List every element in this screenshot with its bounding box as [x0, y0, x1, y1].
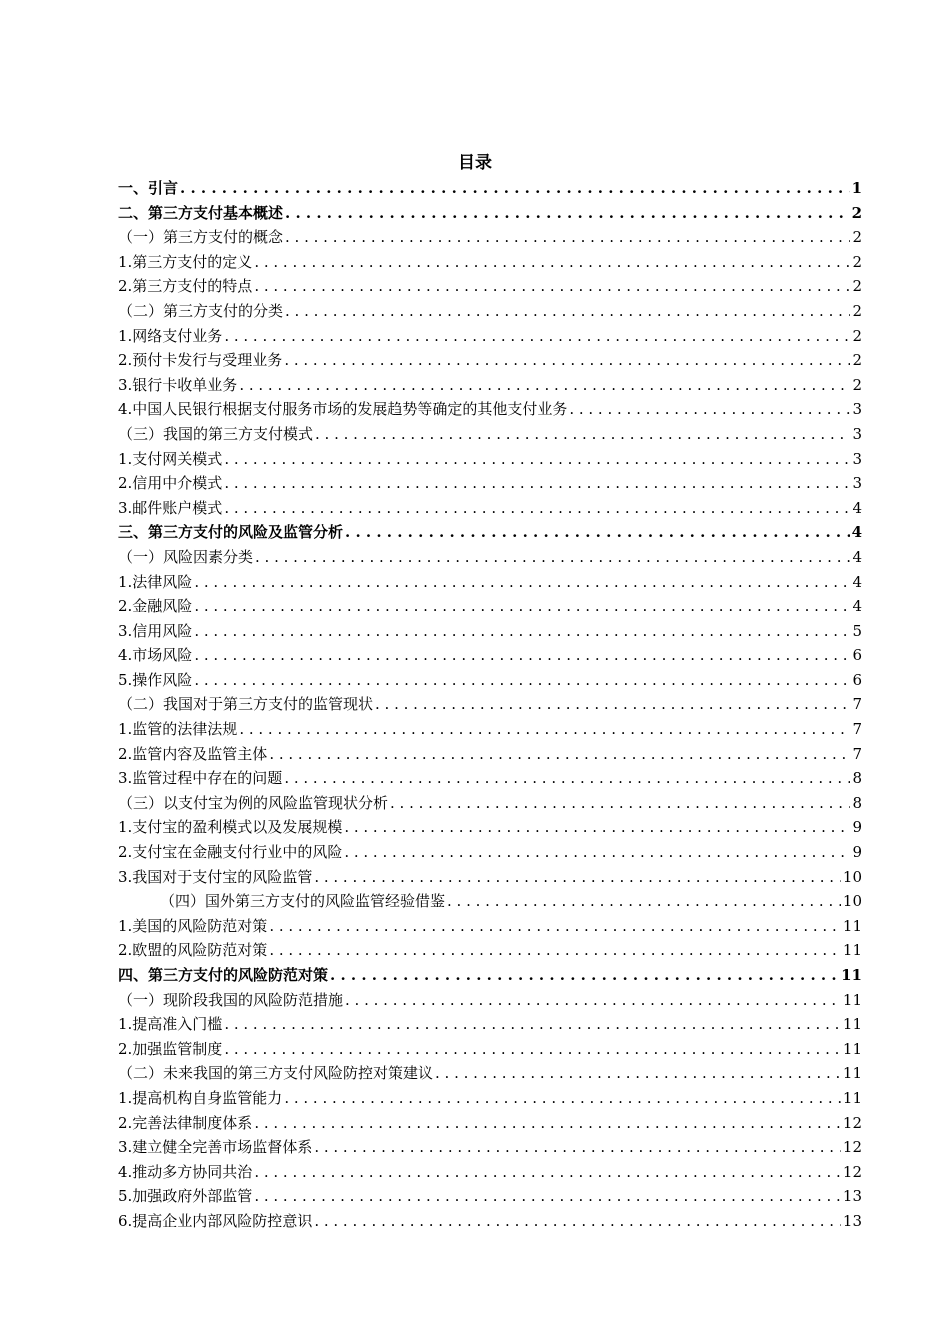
toc-entry-page-number: 4 [852, 572, 862, 591]
toc-entry-title: 3.邮件账户模式 [118, 498, 223, 517]
toc-entry[interactable] [118, 1184, 862, 1209]
toc-entry[interactable] [118, 766, 862, 791]
toc-dot-leader [269, 938, 841, 963]
toc-dot-leader [285, 225, 850, 250]
toc-entry[interactable] [118, 668, 862, 693]
toc-entry-page-number: 13 [842, 1211, 862, 1230]
toc-entry[interactable] [118, 815, 862, 840]
toc-entry-title: 2.监管内容及监管主体 [118, 744, 268, 763]
toc-entry-title: 2.欧盟的风险防范对策 [118, 941, 268, 960]
toc-dot-leader [447, 889, 841, 914]
toc-entry[interactable] [118, 963, 862, 988]
toc-dot-leader [254, 1160, 841, 1185]
toc-entry[interactable] [118, 545, 862, 570]
toc-dot-leader [254, 1111, 841, 1136]
toc-entry-page-number: 11 [842, 1039, 862, 1058]
toc-entry-title: 2.完善法律制度体系 [118, 1113, 253, 1132]
toc-entry[interactable] [118, 225, 862, 250]
toc-entry-title: 2.信用中介模式 [118, 474, 223, 493]
toc-entry[interactable] [118, 889, 862, 914]
toc-entry-title: 1.监管的法律法规 [118, 720, 238, 739]
toc-entry-title: （四）国外第三方支付的风险监管经验借鉴 [160, 892, 446, 911]
toc-entry[interactable] [118, 1111, 862, 1136]
toc-entry[interactable] [118, 1135, 862, 1160]
toc-entry-page-number: 2 [852, 252, 862, 271]
toc-entry[interactable] [118, 274, 862, 299]
toc-entry-page-number: 8 [852, 793, 862, 812]
toc-dot-leader [315, 422, 850, 447]
toc-entry-title: （一）风险因素分类 [118, 547, 254, 566]
toc-entry[interactable] [118, 594, 862, 619]
toc-entry-title: 3.建立健全完善市场监督体系 [118, 1138, 313, 1157]
toc-entry[interactable] [118, 717, 862, 742]
table-of-contents [118, 176, 862, 1234]
toc-entry[interactable] [118, 1012, 862, 1037]
toc-entry[interactable] [118, 791, 862, 816]
toc-entry-page-number: 10 [842, 867, 862, 886]
toc-entry-page-number: 2 [852, 277, 862, 296]
toc-entry-title: 1.支付宝的盈利模式以及发展规模 [118, 818, 343, 837]
toc-entry-title: 一、引言 [118, 179, 179, 197]
toc-entry-title: （二）第三方支付的分类 [118, 301, 284, 320]
toc-entry-title: 5.加强政府外部监管 [118, 1187, 253, 1206]
toc-entry-page-number: 1 [851, 179, 862, 197]
toc-entry-page-number: 2 [852, 375, 862, 394]
toc-entry-page-number: 11 [842, 916, 862, 935]
toc-entry-page-number: 4 [852, 597, 862, 616]
toc-entry[interactable] [118, 988, 862, 1013]
toc-entry-page-number: 11 [842, 1064, 862, 1083]
toc-entry-page-number: 3 [852, 424, 862, 443]
toc-entry-page-number: 12 [842, 1138, 862, 1157]
toc-entry-title: 4.市场风险 [118, 646, 193, 665]
toc-entry[interactable] [118, 938, 862, 963]
toc-entry[interactable] [118, 176, 862, 201]
toc-entry[interactable] [118, 422, 862, 447]
toc-entry-page-number: 11 [842, 941, 862, 960]
toc-entry-page-number: 6 [852, 670, 862, 689]
toc-entry-title: 2.金融风险 [118, 597, 193, 616]
toc-entry-title: 4.推动多方协同共治 [118, 1162, 253, 1181]
toc-dot-leader [224, 324, 850, 349]
toc-entry-title: （一）现阶段我国的风险防范措施 [118, 990, 344, 1009]
toc-entry-page-number: 11 [842, 1015, 862, 1034]
toc-entry-page-number: 2 [852, 301, 862, 320]
toc-entry[interactable] [118, 840, 862, 865]
page-title: 目录 [458, 153, 492, 173]
toc-entry-page-number: 7 [852, 695, 862, 714]
toc-entry-page-number: 6 [852, 646, 862, 665]
toc-entry-title: 2.加强监管制度 [118, 1039, 223, 1058]
toc-entry-title: 1.提高机构自身监管能力 [118, 1088, 283, 1107]
toc-entry[interactable] [118, 496, 862, 521]
toc-dot-leader [314, 1209, 841, 1234]
toc-dot-leader [285, 299, 850, 324]
toc-entry-title: （二）我国对于第三方支付的监管现状 [118, 695, 374, 714]
toc-entry[interactable] [118, 692, 862, 717]
toc-dot-leader [194, 570, 850, 595]
toc-entry-page-number: 8 [852, 769, 862, 788]
toc-entry-page-number: 11 [842, 990, 862, 1009]
toc-entry-title: 3.我国对于支付宝的风险监管 [118, 867, 313, 886]
toc-entry-title: 二、第三方支付基本概述 [118, 203, 284, 222]
toc-entry-title: 1.法律风险 [118, 572, 193, 591]
toc-dot-leader [254, 250, 850, 275]
toc-entry-page-number: 11 [841, 966, 862, 984]
toc-entry[interactable] [118, 1037, 862, 1062]
toc-dot-leader [284, 1086, 841, 1111]
toc-entry-title: 4.中国人民银行根据支付服务市场的发展趋势等确定的其他支付业务 [118, 400, 568, 419]
toc-entry-page-number: 4 [851, 523, 862, 542]
toc-dot-leader [345, 520, 850, 545]
toc-dot-leader [224, 447, 850, 472]
toc-dot-leader [239, 373, 850, 398]
toc-entry[interactable] [118, 1160, 862, 1185]
toc-dot-leader [390, 791, 850, 816]
toc-entry-title: （二）未来我国的第三方支付风险防控对策建议 [118, 1064, 434, 1083]
toc-entry-title: 四、第三方支付的风险防范对策 [118, 966, 329, 984]
toc-entry-title: 6.提高企业内部风险防控意识 [118, 1211, 313, 1230]
toc-entry-title: 3.信用风险 [118, 621, 193, 640]
toc-entry[interactable] [118, 250, 862, 275]
toc-entry-page-number: 2 [852, 228, 862, 247]
toc-dot-leader [435, 1061, 841, 1086]
toc-dot-leader [194, 668, 850, 693]
toc-dot-leader [375, 692, 850, 717]
toc-dot-leader [224, 1037, 841, 1062]
toc-dot-leader [269, 914, 841, 939]
toc-entry-page-number: 2 [852, 351, 862, 370]
toc-dot-leader [314, 1135, 841, 1160]
toc-entry-page-number: 12 [842, 1113, 862, 1132]
toc-entry-title: 1.美国的风险防范对策 [118, 916, 268, 935]
toc-entry-page-number: 7 [852, 744, 862, 763]
toc-entry-title: （一）第三方支付的概念 [118, 228, 284, 247]
toc-entry-page-number: 7 [852, 720, 862, 739]
toc-entry-title: 2.支付宝在金融支付行业中的风险 [118, 843, 343, 862]
toc-dot-leader [344, 840, 850, 865]
toc-dot-leader [254, 1184, 841, 1209]
toc-entry[interactable] [118, 865, 862, 890]
toc-entry[interactable] [118, 348, 862, 373]
toc-entry[interactable] [118, 619, 862, 644]
toc-entry[interactable] [118, 1061, 862, 1086]
toc-entry[interactable] [118, 373, 862, 398]
toc-entry-page-number: 10 [842, 892, 862, 911]
toc-entry-page-number: 12 [842, 1162, 862, 1181]
toc-dot-leader [269, 742, 850, 767]
toc-entry-page-number: 4 [852, 547, 862, 566]
toc-entry-page-number: 4 [852, 498, 862, 517]
toc-entry-page-number: 3 [852, 449, 862, 468]
toc-dot-leader [284, 348, 850, 373]
toc-dot-leader [255, 545, 850, 570]
toc-entry[interactable] [118, 914, 862, 939]
toc-dot-leader [194, 594, 850, 619]
toc-dot-leader [330, 963, 839, 988]
toc-entry[interactable] [118, 643, 862, 668]
toc-dot-leader [194, 643, 850, 668]
toc-entry[interactable] [118, 1209, 862, 1234]
toc-entry-title: 1.支付网关模式 [118, 449, 223, 468]
toc-entry[interactable] [118, 520, 862, 545]
toc-entry-title: （三）以支付宝为例的风险监管现状分析 [118, 793, 389, 812]
toc-entry-page-number: 9 [852, 843, 862, 862]
toc-entry-title: 3.银行卡收单业务 [118, 375, 238, 394]
toc-entry-page-number: 2 [852, 326, 862, 345]
toc-dot-leader [180, 176, 850, 201]
toc-dot-leader [194, 619, 850, 644]
toc-dot-leader [314, 865, 841, 890]
toc-dot-leader [284, 766, 850, 791]
toc-entry[interactable] [118, 201, 862, 226]
toc-entry[interactable] [118, 570, 862, 595]
toc-entry[interactable] [118, 324, 862, 349]
toc-entry-title: 三、第三方支付的风险及监管分析 [118, 523, 344, 542]
toc-entry-title: 1.网络支付业务 [118, 326, 223, 345]
toc-entry-page-number: 9 [852, 818, 862, 837]
toc-entry-page-number: 13 [842, 1187, 862, 1206]
toc-entry[interactable] [118, 447, 862, 472]
toc-dot-leader [285, 201, 850, 226]
toc-entry[interactable] [118, 742, 862, 767]
toc-entry-page-number: 2 [851, 203, 862, 222]
toc-entry-title: 5.操作风险 [118, 670, 193, 689]
toc-entry[interactable] [118, 471, 862, 496]
toc-entry-title: 1.第三方支付的定义 [118, 252, 253, 271]
toc-dot-leader [569, 397, 850, 422]
toc-entry-title: 2.预付卡发行与受理业务 [118, 351, 283, 370]
toc-dot-leader [344, 815, 850, 840]
toc-dot-leader [224, 1012, 841, 1037]
toc-dot-leader [224, 471, 850, 496]
toc-entry[interactable] [118, 299, 862, 324]
toc-entry-page-number: 3 [852, 400, 862, 419]
toc-entry-title: 3.监管过程中存在的问题 [118, 769, 283, 788]
toc-entry-page-number: 11 [842, 1088, 862, 1107]
toc-dot-leader [254, 274, 850, 299]
toc-entry-title: 2.第三方支付的特点 [118, 277, 253, 296]
toc-entry-title: 1.提高准入门槛 [118, 1015, 223, 1034]
toc-entry-title: （三）我国的第三方支付模式 [118, 424, 314, 443]
toc-entry[interactable] [118, 1086, 862, 1111]
toc-entry-page-number: 5 [852, 621, 862, 640]
toc-entry-page-number: 3 [852, 474, 862, 493]
toc-entry[interactable] [118, 397, 862, 422]
toc-dot-leader [239, 717, 850, 742]
toc-dot-leader [345, 988, 841, 1013]
toc-dot-leader [224, 496, 850, 521]
